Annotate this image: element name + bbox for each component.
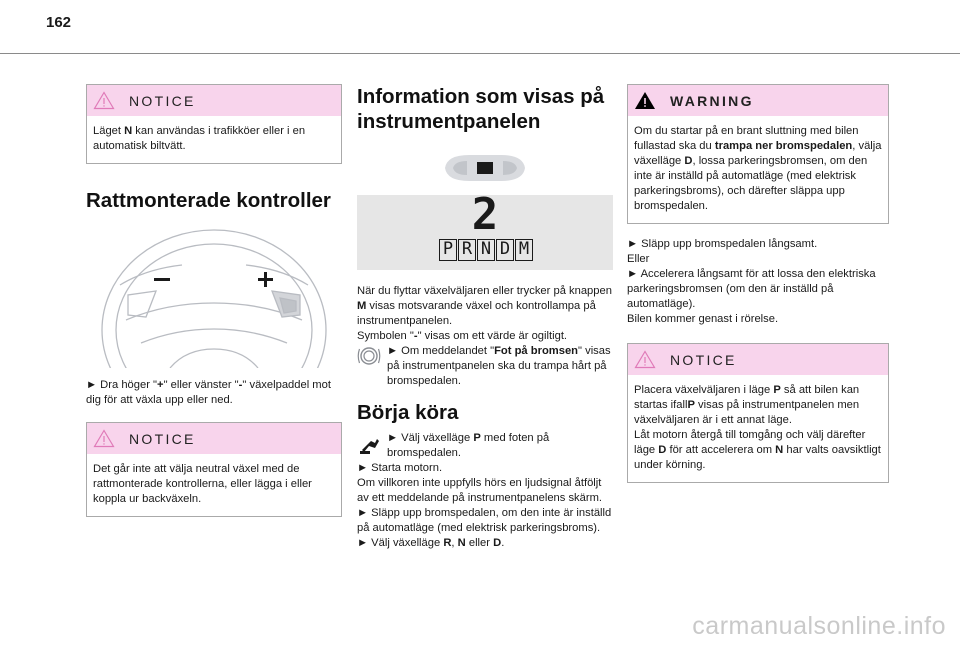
gear-letter-d: D	[496, 239, 514, 261]
steering-wheel-illustration	[86, 225, 342, 368]
section-title-steering-controls: Rattmonterade kontroller	[86, 189, 331, 212]
section-title-instrument-info: Information som visas på instrumentpanelen	[357, 85, 605, 133]
watermark: carmanualsonline.info	[692, 612, 946, 640]
gear-display-illustration	[357, 189, 613, 270]
step-start-engine: ► Starta motorn.	[357, 462, 443, 474]
warning-title: WARNING	[670, 92, 754, 109]
step-select-p: ► Välj växelläge P med foten på bromspedalen.	[357, 431, 613, 461]
warning-triangle-icon	[634, 91, 656, 110]
notice-box-2	[86, 422, 342, 517]
foot-pedal-icon	[357, 431, 387, 461]
warning-text: Om du startar på en brant sluttning med bilen fullastad ska du trampa ner bromspedalen, välja växelläge D, lossa parkeringsbromsen, om den inte är inställd på automatläge (med elektrisk parkeringsbroms), och därefter släppa upp bromspedalen.	[634, 125, 882, 212]
notice-header	[87, 85, 341, 116]
gear-letter-r: R	[458, 239, 476, 261]
step-release-brake: ► Släpp upp bromspedalen, om den inte är inställd på automatläge (med elektrisk parkeringsbroms).	[357, 507, 612, 534]
notice-triangle-icon	[93, 429, 115, 448]
notice-box-1	[86, 84, 342, 164]
or-text: Eller	[627, 253, 650, 265]
paragraph-symbol: Symbolen "-" visas om ett värde är ogiltigt.	[357, 330, 568, 342]
notice-triangle-icon	[93, 91, 115, 110]
notice-box-3	[627, 343, 889, 483]
gear-letters	[439, 239, 534, 261]
warning-box	[627, 84, 889, 224]
step-accelerate: ► Accelerera långsamt för att lossa den elektriska parkeringsbromsen (om den är inställd på automatläge).	[627, 268, 876, 310]
column-2	[357, 84, 613, 551]
notice-header	[628, 344, 888, 375]
notice-title: NOTICE	[129, 92, 196, 109]
paddle-caption: ► Dra höger "+" eller vänster "-" växelpaddel mot dig för att växla upp eller ned.	[86, 379, 331, 406]
car-moves-text: Bilen kommer genast i rörelse.	[627, 313, 779, 325]
notice-text: Placera växelväljaren i läge P så att bilen kan startas ifallP visas på instrumentpanelen men växelväljaren är i ett annat läge. Låt motorn återgå till tomgång och välj därefter läge D för att accelerera om N har valts oavsiktligt under körning.	[634, 384, 881, 471]
notice-text: Det går inte att välja neutral växel med de rattmonterade kontrollerna, eller lägga i eller koppla ur backväxeln.	[93, 463, 312, 505]
page-number: 162	[46, 14, 72, 31]
steering-wheel-icon	[86, 225, 342, 368]
paragraph-gear-shift: När du flyttar växelväljaren eller trycker på knappen M visas motsvarande växel och kontrollampa på instrumentpanelen.	[357, 285, 612, 327]
notice-title: NOTICE	[670, 351, 737, 368]
notice-triangle-icon	[634, 350, 656, 369]
step-release-slowly: ► Släpp upp bromspedalen långsamt.	[627, 238, 818, 250]
column-3	[627, 84, 889, 483]
column-1	[86, 84, 342, 517]
section-title-start-driving: Börja köra	[357, 401, 459, 424]
gear-letter-m: M	[515, 239, 533, 261]
gear-number: 2	[471, 189, 499, 240]
step-condition-note: Om villkoren inte uppfylls hörs en ljudsignal åtföljt av ett meddelande på instrumentpanelens skärm.	[357, 477, 603, 504]
notice-text: Läget N kan användas i trafikköer eller i en automatisk biltvätt.	[93, 125, 306, 152]
instrument-panel-illustration	[357, 152, 613, 184]
step-select-gear: ► Välj växelläge R, N eller D.	[357, 537, 505, 549]
gear-letter-n: N	[477, 239, 495, 261]
gear-letter-p: P	[439, 239, 457, 261]
foot-brake-icon	[357, 344, 387, 372]
instrument-panel-icon	[439, 152, 531, 184]
top-divider	[0, 53, 960, 54]
brake-message-item: ► Om meddelandet "Fot på bromsen" visas på instrumentpanelen ska du trampa hårt på bromspedalen.	[357, 344, 613, 389]
notice-header	[87, 423, 341, 454]
warning-header	[628, 85, 888, 116]
notice-title: NOTICE	[129, 430, 196, 447]
